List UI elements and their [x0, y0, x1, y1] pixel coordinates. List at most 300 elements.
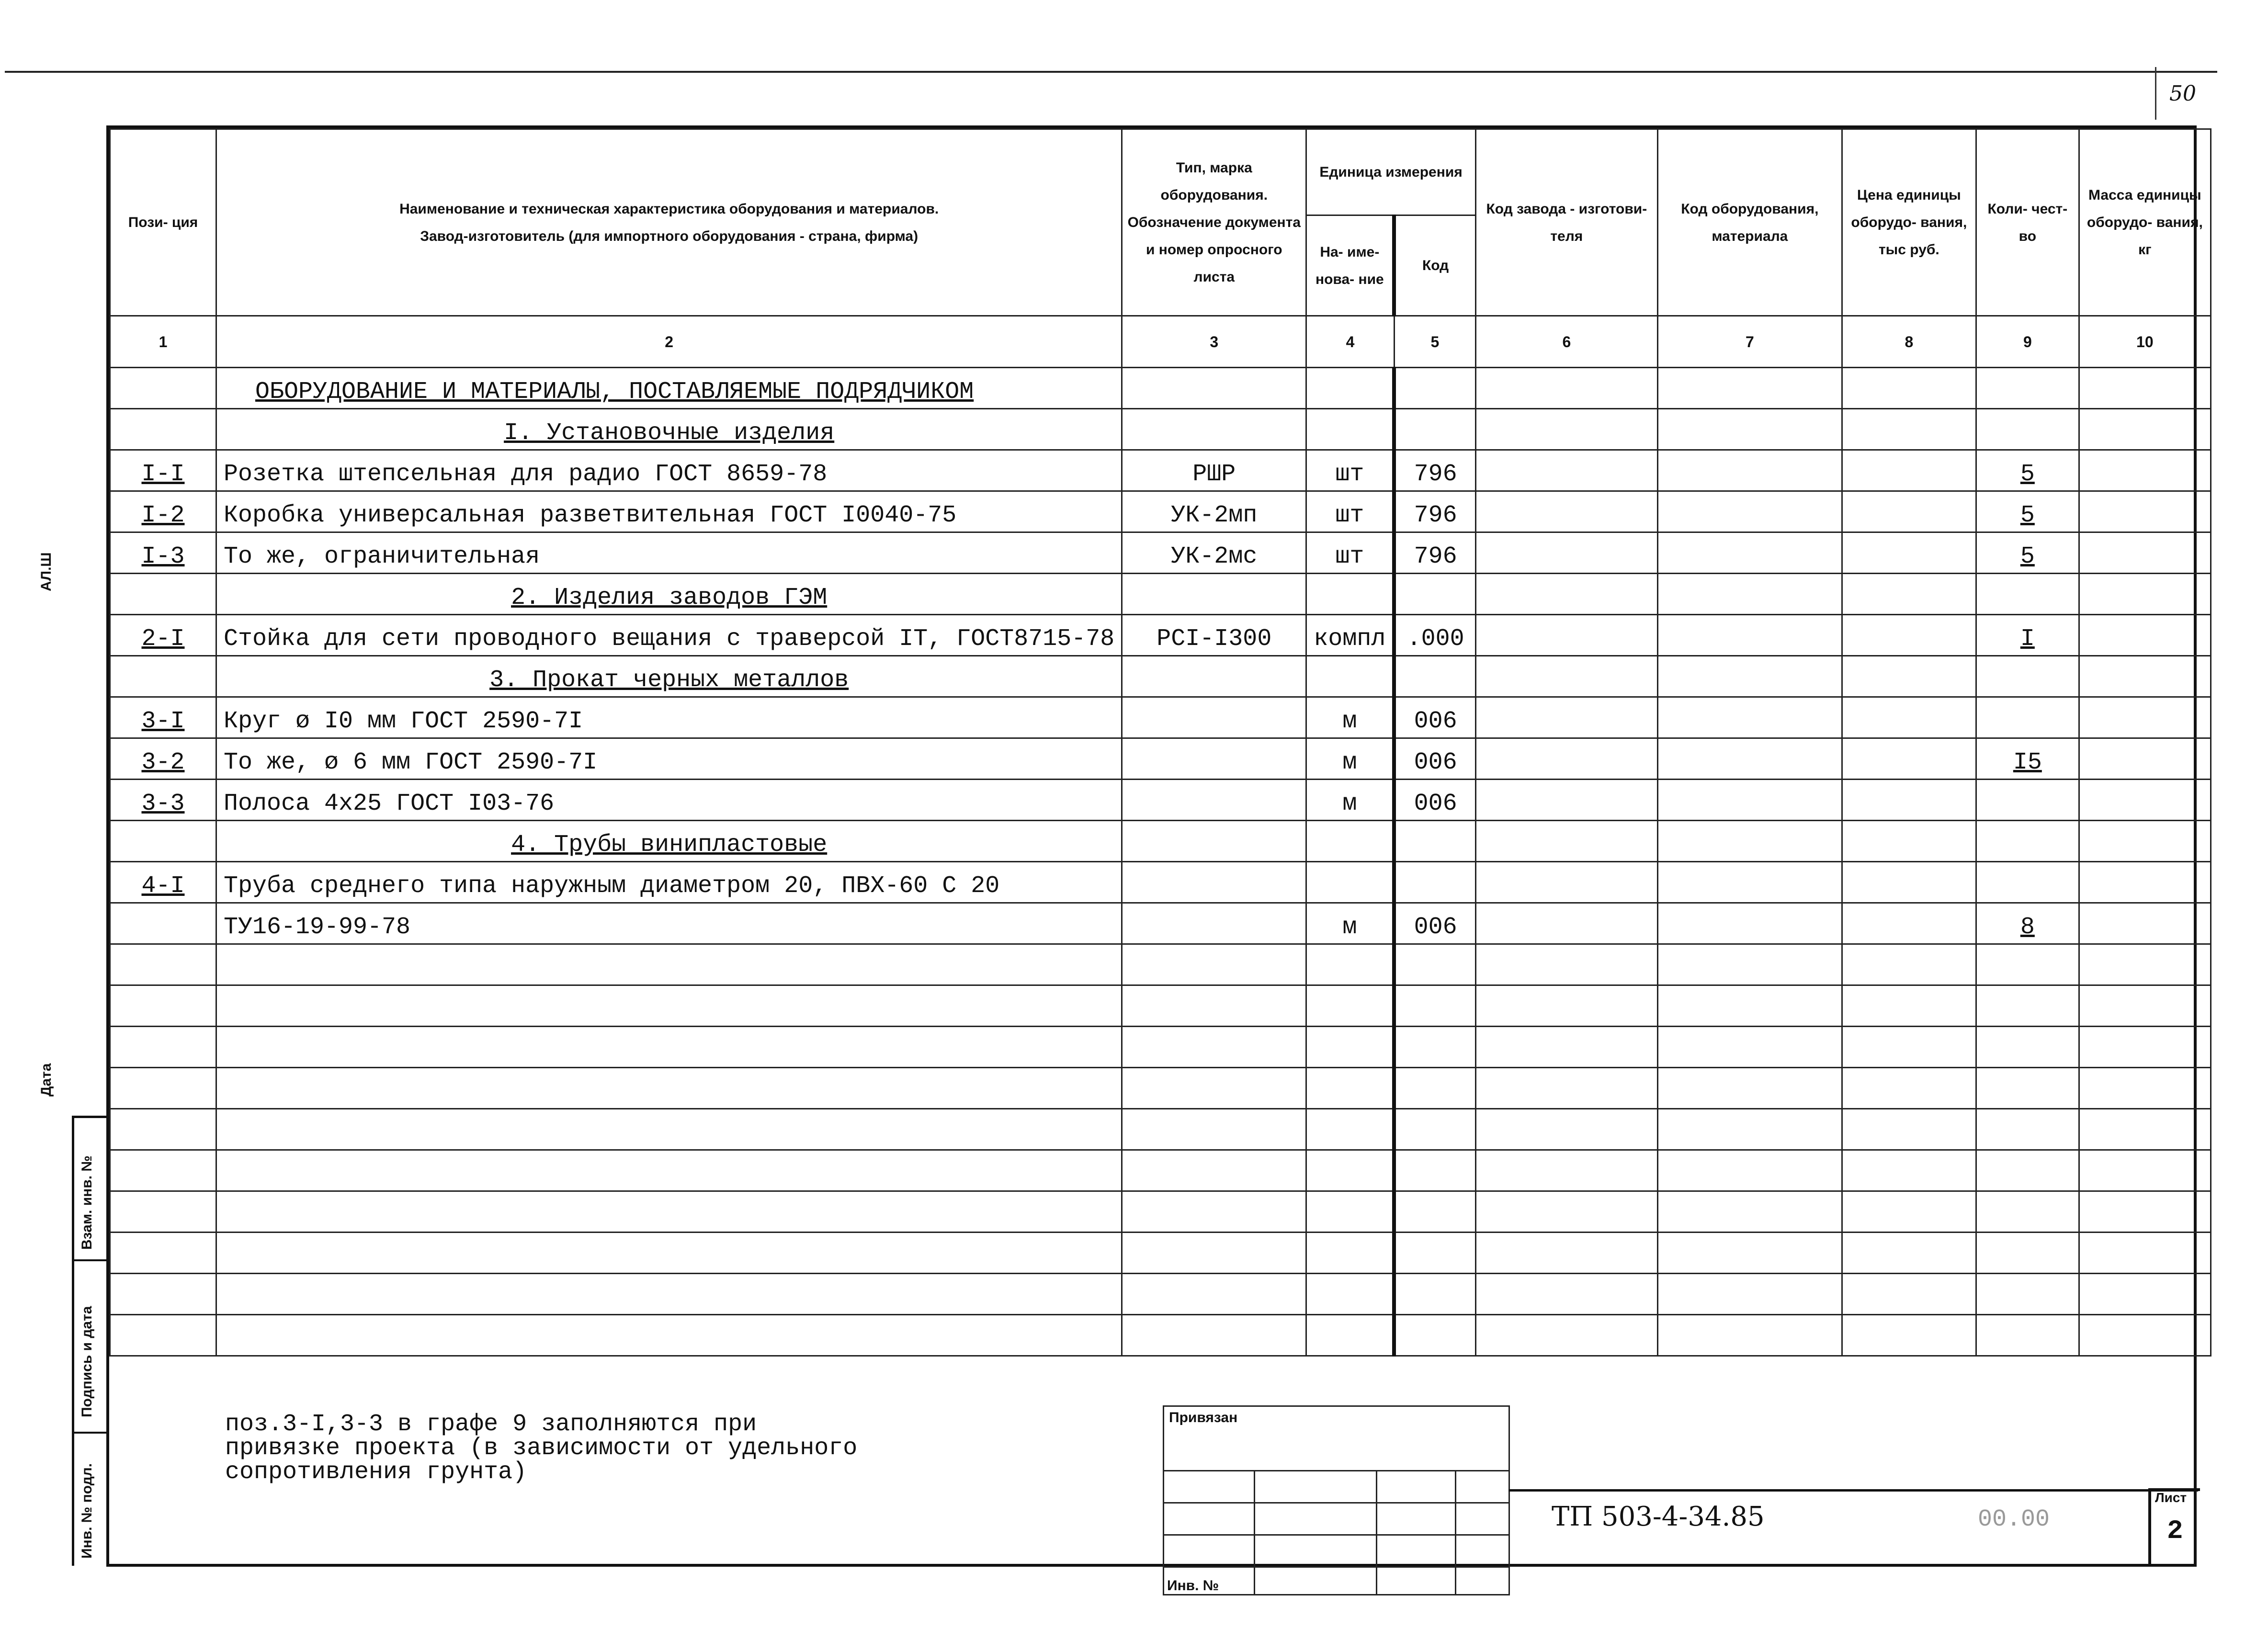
cell-name: То же, ø 6 мм ГОСТ 2590-7I — [216, 738, 1122, 780]
cell-equipment-code — [1657, 1068, 1842, 1109]
table-row — [110, 491, 2211, 532]
cell-mass — [2079, 944, 2211, 985]
cell-position — [110, 1191, 216, 1233]
cell-unit-code: 006 — [1394, 780, 1475, 821]
cell-mass — [2079, 1274, 2211, 1315]
table-row — [110, 862, 2211, 903]
cell-unit-code — [1394, 944, 1475, 985]
table-body — [110, 368, 2211, 1356]
cell-unit: м — [1306, 780, 1395, 821]
cell-unit — [1306, 409, 1395, 450]
cell-mass — [2079, 409, 2211, 450]
cell-price — [1842, 697, 1976, 738]
cell-unit — [1306, 656, 1395, 697]
cell-quantity — [1976, 862, 2079, 903]
cell-equipment-code — [1657, 780, 1842, 821]
cell-type — [1122, 574, 1306, 615]
cell-factory-code — [1475, 903, 1657, 944]
cell-mass — [2079, 1109, 2211, 1150]
document-number: ТП 503-4-34.85 — [1552, 1501, 1765, 1532]
stamp-inv-cell — [1164, 1567, 1255, 1595]
cell-quantity — [1976, 780, 2079, 821]
cell-name: Стойка для сети проводного вещания с траверсой IТ, ГОСТ8715-78 — [216, 615, 1122, 656]
cell-price — [1842, 738, 1976, 780]
cell-unit — [1306, 1274, 1395, 1315]
cell-factory-code — [1475, 862, 1657, 903]
cell-unit — [1306, 574, 1395, 615]
cell-name — [216, 1191, 1122, 1233]
cell-unit-code — [1394, 1109, 1475, 1150]
cell-position — [110, 656, 216, 697]
table-row — [110, 1150, 2211, 1191]
cell-quantity — [1976, 985, 2079, 1027]
table-row — [110, 985, 2211, 1027]
cell-position — [110, 409, 216, 450]
cell-unit — [1306, 1109, 1395, 1150]
margin-label-inv: Взам. инв. № — [79, 1155, 95, 1250]
cell-unit-code: 006 — [1394, 903, 1475, 944]
cell-equipment-code — [1657, 491, 1842, 532]
header-name-line2: Завод-изготовитель (для импортного оборудования - страна, фирма) — [420, 228, 919, 244]
cell-unit — [1306, 1068, 1395, 1109]
stamp-divider — [1508, 1489, 2198, 1492]
cell-equipment-code — [1657, 1191, 1842, 1233]
cell-unit: шт — [1306, 450, 1395, 491]
cell-price — [1842, 1027, 1976, 1068]
cell-factory-code — [1475, 532, 1657, 574]
cell-type — [1122, 1274, 1306, 1315]
cell-quantity — [1976, 1274, 2079, 1315]
cell-price — [1842, 615, 1976, 656]
cell-quantity — [1976, 1027, 2079, 1068]
cell-unit-code: 796 — [1394, 491, 1475, 532]
cell-position: 3-3 — [110, 780, 216, 821]
table-row — [110, 532, 2211, 574]
cell-factory-code — [1475, 697, 1657, 738]
cell-equipment-code — [1657, 615, 1842, 656]
cell-factory-code — [1475, 450, 1657, 491]
margin-label-top: АЛ.Ш — [38, 552, 54, 591]
cell-price — [1842, 821, 1976, 862]
cell-equipment-code — [1657, 1315, 1842, 1356]
cell-position: 2-I — [110, 615, 216, 656]
cell-mass — [2079, 738, 2211, 780]
header-unit-name: На- име- нова- ние — [1306, 215, 1395, 316]
cell-factory-code — [1475, 409, 1657, 450]
cell-position — [110, 1315, 216, 1356]
cell-mass — [2079, 985, 2211, 1027]
cell-type — [1122, 985, 1306, 1027]
cell-price — [1842, 780, 1976, 821]
cell-price — [1842, 450, 1976, 491]
cell-type — [1122, 1233, 1306, 1274]
cell-unit-code — [1394, 1191, 1475, 1233]
cell-name: Коробка универсальная разветвительная ГОСТ I0040-75 — [216, 491, 1122, 532]
cell-quantity — [1976, 656, 2079, 697]
cell-type — [1122, 903, 1306, 944]
table-row — [110, 368, 2211, 409]
footnote: поз.3-I,3-3 в графе 9 заполняются при привязке проекта (в зависимости от удельного сопротивления грунта) — [225, 1411, 858, 1486]
sheet-label: Лист — [2155, 1490, 2187, 1505]
cell-position — [110, 1150, 216, 1191]
cell-quantity: 5 — [1976, 450, 2079, 491]
cell-type: УК-2мп — [1122, 491, 1306, 532]
cell-type: РШР — [1122, 450, 1306, 491]
cell-unit — [1306, 821, 1395, 862]
margin-label-date: Дата — [38, 1063, 54, 1097]
cell-unit: м — [1306, 903, 1395, 944]
table-row — [110, 409, 2211, 450]
column-number: 4 — [1306, 316, 1395, 368]
cell-mass — [2079, 1233, 2211, 1274]
cell-quantity — [1976, 821, 2079, 862]
cell-name — [216, 985, 1122, 1027]
cell-position — [110, 368, 216, 409]
cell-mass — [2079, 574, 2211, 615]
cell-price — [1842, 1150, 1976, 1191]
table-row — [110, 1068, 2211, 1109]
cell-quantity — [1976, 574, 2079, 615]
header-row — [110, 129, 2211, 215]
cell-factory-code — [1475, 780, 1657, 821]
cell-name: 4. Трубы винипластовые — [216, 821, 1122, 862]
cell-unit: шт — [1306, 532, 1395, 574]
table-row — [110, 1233, 2211, 1274]
cell-unit-code — [1394, 368, 1475, 409]
cell-equipment-code — [1657, 1274, 1842, 1315]
cell-unit-code — [1394, 409, 1475, 450]
header-equipment-code: Код оборудования, материала — [1657, 129, 1842, 316]
cell-factory-code — [1475, 1191, 1657, 1233]
cell-equipment-code — [1657, 697, 1842, 738]
cell-factory-code — [1475, 1027, 1657, 1068]
cell-type — [1122, 738, 1306, 780]
header-quantity: Коли- чест- во — [1976, 129, 2079, 316]
header-mass: Масса единицы оборудо- вания, кг — [2079, 129, 2211, 316]
cell-unit — [1306, 862, 1395, 903]
header-unit-group: Единица измерения — [1306, 129, 1476, 215]
cell-name: То же, ограничительная — [216, 532, 1122, 574]
cell-quantity — [1976, 1315, 2079, 1356]
cell-position: 4-I — [110, 862, 216, 903]
table-row — [110, 1109, 2211, 1150]
cell-position — [110, 903, 216, 944]
cell-type — [1122, 1109, 1306, 1150]
cell-factory-code — [1475, 1068, 1657, 1109]
header-name — [216, 129, 1122, 316]
cell-position: 3-2 — [110, 738, 216, 780]
stamp-block — [1163, 1405, 1510, 1595]
cell-equipment-code — [1657, 944, 1842, 985]
cell-name — [216, 1315, 1122, 1356]
cell-equipment-code — [1657, 532, 1842, 574]
cell-position — [110, 574, 216, 615]
cell-equipment-code — [1657, 574, 1842, 615]
cell-unit-code — [1394, 1315, 1475, 1356]
corner-divider — [2155, 67, 2156, 120]
cell-factory-code — [1475, 1150, 1657, 1191]
cell-factory-code — [1475, 491, 1657, 532]
cell-quantity — [1976, 1233, 2079, 1274]
cell-mass — [2079, 450, 2211, 491]
sheet-number: 2 — [2167, 1515, 2183, 1546]
cell-type — [1122, 780, 1306, 821]
cell-mass — [2079, 491, 2211, 532]
cell-unit: шт — [1306, 491, 1395, 532]
cell-quantity: 8 — [1976, 903, 2079, 944]
cell-quantity — [1976, 1068, 2079, 1109]
header-type: Тип, марка оборудования. Обозначение документа и номер опросного листа — [1122, 129, 1306, 316]
cell-name — [216, 944, 1122, 985]
cell-mass — [2079, 368, 2211, 409]
cell-mass — [2079, 862, 2211, 903]
cell-price — [1842, 368, 1976, 409]
cell-position: I-2 — [110, 491, 216, 532]
cell-equipment-code — [1657, 1109, 1842, 1150]
specification-table — [109, 128, 2211, 1357]
cell-equipment-code — [1657, 1027, 1842, 1068]
cell-price — [1842, 656, 1976, 697]
cell-unit — [1306, 944, 1395, 985]
cell-price — [1842, 574, 1976, 615]
cell-quantity — [1976, 697, 2079, 738]
cell-mass — [2079, 656, 2211, 697]
cell-quantity — [1976, 1191, 2079, 1233]
cell-equipment-code — [1657, 1150, 1842, 1191]
cell-unit-code — [1394, 1068, 1475, 1109]
document-suffix: 00.00 — [1978, 1506, 2050, 1533]
cell-type: РСI-I300 — [1122, 615, 1306, 656]
cell-name: Розетка штепсельная для радио ГОСТ 8659-78 — [216, 450, 1122, 491]
cell-name — [216, 1233, 1122, 1274]
stamp-attached-cell — [1164, 1406, 1509, 1471]
cell-name: Полоса 4х25 ГОСТ I03-76 — [216, 780, 1122, 821]
header-position: Пози- ция — [110, 129, 216, 316]
cell-position — [110, 821, 216, 862]
column-number: 2 — [216, 316, 1122, 368]
cell-type — [1122, 368, 1306, 409]
table-row — [110, 1315, 2211, 1356]
cell-mass — [2079, 780, 2211, 821]
column-number: 9 — [1976, 316, 2079, 368]
cell-unit — [1306, 985, 1395, 1027]
table-row — [110, 1274, 2211, 1315]
margin-divider — [72, 1432, 106, 1434]
column-number: 3 — [1122, 316, 1306, 368]
cell-name — [216, 1274, 1122, 1315]
cell-mass — [2079, 1027, 2211, 1068]
cell-price — [1842, 985, 1976, 1027]
cell-unit-code — [1394, 1274, 1475, 1315]
cell-unit-code — [1394, 821, 1475, 862]
cell-type — [1122, 1191, 1306, 1233]
cell-equipment-code — [1657, 656, 1842, 697]
cell-name: 2. Изделия заводов ГЭМ — [216, 574, 1122, 615]
cell-unit-code — [1394, 1150, 1475, 1191]
cell-position: I-3 — [110, 532, 216, 574]
cell-name: 3. Прокат черных металлов — [216, 656, 1122, 697]
table-row — [110, 903, 2211, 944]
table-row — [110, 944, 2211, 985]
cell-quantity — [1976, 368, 2079, 409]
top-border-line — [5, 71, 2217, 73]
cell-factory-code — [1475, 574, 1657, 615]
cell-price — [1842, 409, 1976, 450]
cell-factory-code — [1475, 1274, 1657, 1315]
cell-unit-code: .000 — [1394, 615, 1475, 656]
cell-name — [216, 1027, 1122, 1068]
table-row — [110, 1191, 2211, 1233]
cell-mass — [2079, 1191, 2211, 1233]
cell-unit: м — [1306, 738, 1395, 780]
cell-equipment-code — [1657, 1233, 1842, 1274]
table-row — [110, 1027, 2211, 1068]
cell-unit: м — [1306, 697, 1395, 738]
cell-position — [110, 1068, 216, 1109]
cell-unit-code: 006 — [1394, 697, 1475, 738]
cell-position — [110, 944, 216, 985]
header-factory-code: Код завода - изготови- теля — [1475, 129, 1657, 316]
cell-price — [1842, 1109, 1976, 1150]
cell-name: Труба среднего типа наружным диаметром 20, ПВХ-60 С 20 — [216, 862, 1122, 903]
column-number: 6 — [1475, 316, 1657, 368]
header-price: Цена единицы оборудо- вания, тыс руб. — [1842, 129, 1976, 316]
cell-mass — [2079, 1068, 2211, 1109]
cell-price — [1842, 944, 1976, 985]
table-row — [110, 656, 2211, 697]
cell-factory-code — [1475, 368, 1657, 409]
cell-factory-code — [1475, 1233, 1657, 1274]
cell-position: I-I — [110, 450, 216, 491]
cell-equipment-code — [1657, 738, 1842, 780]
cell-price — [1842, 862, 1976, 903]
cell-unit-code: 006 — [1394, 738, 1475, 780]
cell-unit — [1306, 1233, 1395, 1274]
cell-price — [1842, 1315, 1976, 1356]
cell-unit — [1306, 1027, 1395, 1068]
cell-type — [1122, 1027, 1306, 1068]
cell-price — [1842, 1233, 1976, 1274]
cell-unit — [1306, 1150, 1395, 1191]
cell-type — [1122, 1068, 1306, 1109]
cell-quantity: I — [1976, 615, 2079, 656]
cell-unit-code — [1394, 574, 1475, 615]
cell-type — [1122, 409, 1306, 450]
cell-equipment-code — [1657, 450, 1842, 491]
cell-quantity — [1976, 944, 2079, 985]
cell-factory-code — [1475, 1315, 1657, 1356]
column-number: 8 — [1842, 316, 1976, 368]
margin-label-orig: Инв. № подл. — [79, 1463, 95, 1559]
cell-unit-code — [1394, 985, 1475, 1027]
table-row — [110, 615, 2211, 656]
table-row — [110, 450, 2211, 491]
cell-unit — [1306, 1315, 1395, 1356]
cell-unit-code — [1394, 1027, 1475, 1068]
column-number-row — [110, 316, 2211, 368]
table-row — [110, 738, 2211, 780]
cell-unit-code: 796 — [1394, 532, 1475, 574]
header-unit-code: Код — [1394, 215, 1475, 316]
cell-price — [1842, 532, 1976, 574]
cell-factory-code — [1475, 738, 1657, 780]
cell-quantity — [1976, 1109, 2079, 1150]
corner-page-number: 50 — [2169, 81, 2196, 106]
column-number: 7 — [1657, 316, 1842, 368]
cell-type — [1122, 821, 1306, 862]
column-number: 5 — [1394, 316, 1475, 368]
cell-name: ОБОРУДОВАНИЕ И МАТЕРИАЛЫ, ПОСТАВЛЯЕМЫЕ ПОДРЯДЧИКОМ — [216, 368, 1122, 409]
table-row — [110, 574, 2211, 615]
cell-mass — [2079, 1315, 2211, 1356]
cell-name — [216, 1150, 1122, 1191]
cell-unit — [1306, 1191, 1395, 1233]
cell-price — [1842, 1191, 1976, 1233]
table-row — [110, 780, 2211, 821]
margin-divider — [72, 1259, 106, 1261]
cell-quantity — [1976, 409, 2079, 450]
stamp-attached-label: Привязан — [1169, 1410, 1238, 1425]
cell-type — [1122, 862, 1306, 903]
cell-type: УК-2мс — [1122, 532, 1306, 574]
cell-quantity: I5 — [1976, 738, 2079, 780]
cell-equipment-code — [1657, 985, 1842, 1027]
cell-factory-code — [1475, 1109, 1657, 1150]
stamp-inv-label: Инв. № — [1167, 1578, 1219, 1594]
cell-mass — [2079, 821, 2211, 862]
cell-quantity — [1976, 1150, 2079, 1191]
cell-type — [1122, 944, 1306, 985]
cell-unit: компл — [1306, 615, 1395, 656]
cell-quantity: 5 — [1976, 532, 2079, 574]
cell-unit-code: 796 — [1394, 450, 1475, 491]
header-name-line1: Наименование и техническая характеристика оборудования и материалов. — [399, 201, 939, 217]
cell-mass — [2079, 615, 2211, 656]
cell-equipment-code — [1657, 409, 1842, 450]
table-row — [110, 697, 2211, 738]
cell-mass — [2079, 697, 2211, 738]
cell-factory-code — [1475, 985, 1657, 1027]
cell-mass — [2079, 532, 2211, 574]
margin-label-sign: Подпись и дата — [79, 1306, 95, 1417]
cell-equipment-code — [1657, 368, 1842, 409]
cell-position — [110, 985, 216, 1027]
cell-type — [1122, 697, 1306, 738]
cell-position — [110, 1274, 216, 1315]
cell-position — [110, 1233, 216, 1274]
cell-name: Круг ø I0 мм ГОСТ 2590-7I — [216, 697, 1122, 738]
cell-equipment-code — [1657, 862, 1842, 903]
cell-mass — [2079, 1150, 2211, 1191]
cell-type — [1122, 1315, 1306, 1356]
cell-factory-code — [1475, 656, 1657, 697]
cell-unit-code — [1394, 656, 1475, 697]
cell-position: 3-I — [110, 697, 216, 738]
table-row — [110, 821, 2211, 862]
cell-factory-code — [1475, 821, 1657, 862]
cell-price — [1842, 1274, 1976, 1315]
cell-type — [1122, 1150, 1306, 1191]
cell-factory-code — [1475, 615, 1657, 656]
cell-unit-code — [1394, 1233, 1475, 1274]
cell-name: I. Установочные изделия — [216, 409, 1122, 450]
cell-unit — [1306, 368, 1395, 409]
cell-factory-code — [1475, 944, 1657, 985]
cell-mass — [2079, 903, 2211, 944]
cell-position — [110, 1109, 216, 1150]
cell-equipment-code — [1657, 903, 1842, 944]
cell-name: ТУ16-19-99-78 — [216, 903, 1122, 944]
